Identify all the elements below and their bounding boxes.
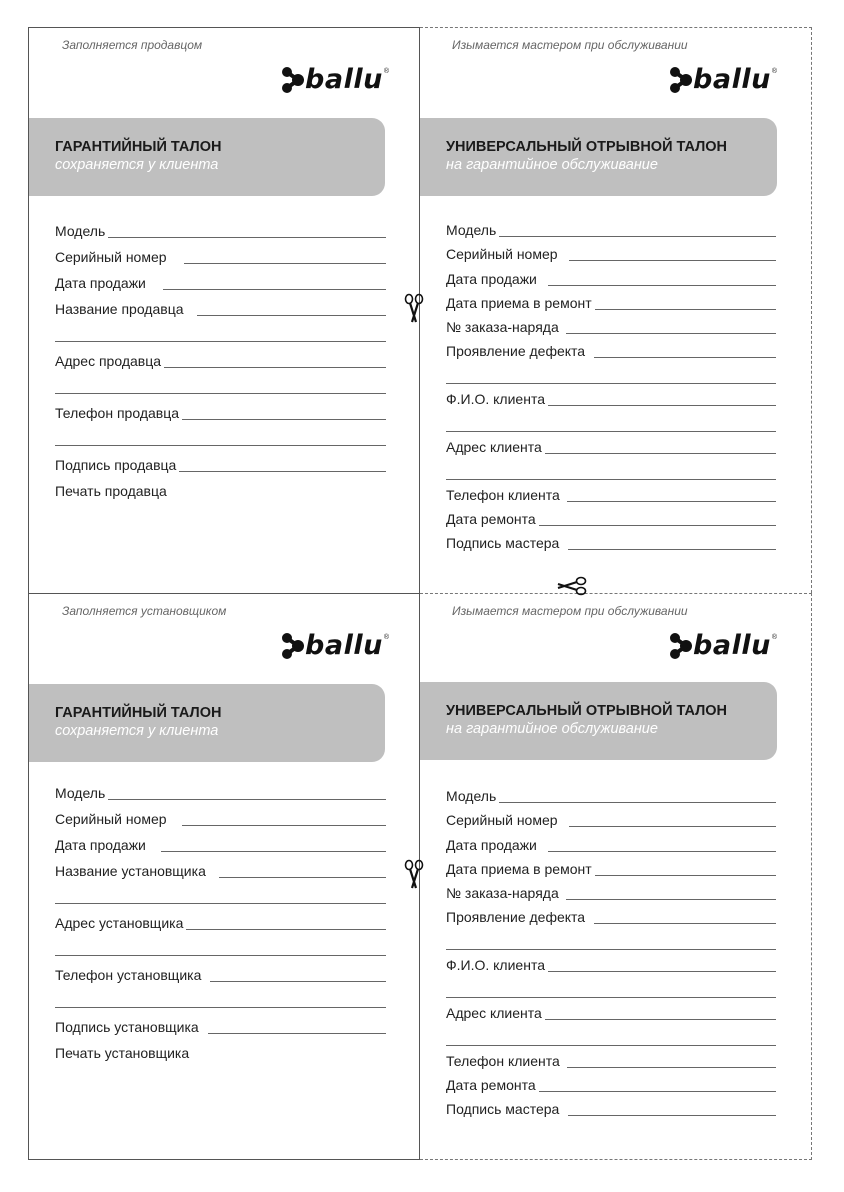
coupon-caption: Заполняется продавцом (62, 38, 203, 52)
field-seller-signature[interactable] (55, 457, 386, 473)
field-input-line[interactable] (548, 285, 776, 286)
brand-name: ballu (305, 630, 383, 661)
coupon-subtitle: сохраняется у клиента (55, 157, 219, 173)
field-defect[interactable] (446, 343, 776, 359)
field-label: Подпись продавца (55, 457, 177, 473)
tear-off-coupon-bottom (420, 593, 812, 1160)
field-input-line[interactable] (548, 851, 776, 852)
field-label: Телефон клиента (446, 487, 560, 503)
coupon-title: УНИВЕРСАЛЬНЫЙ ОТРЫВНОЙ ТАЛОН (446, 139, 728, 155)
coupon-subtitle: на гарантийное обслуживание (446, 721, 658, 737)
field-input-line[interactable] (164, 367, 386, 368)
registered-mark: ® (383, 68, 389, 75)
blank-line[interactable] (55, 955, 386, 956)
field-client-name[interactable] (446, 957, 776, 973)
field-input-line[interactable] (179, 471, 386, 472)
brand-logo (669, 66, 777, 93)
field-input-line[interactable] (108, 799, 386, 800)
blank-line[interactable] (55, 1007, 386, 1008)
field-label: Название установщика (55, 863, 206, 879)
field-input-line[interactable] (595, 309, 776, 310)
field-label: Телефон продавца (55, 405, 180, 421)
field-input-line[interactable] (197, 315, 387, 316)
field-repair-intake-date[interactable] (446, 295, 776, 311)
field-work-order[interactable] (446, 885, 776, 901)
field-input-line[interactable] (161, 851, 386, 852)
field-label: Модель (55, 223, 106, 239)
field-label: Телефон установщика (55, 967, 202, 983)
field-label: Модель (446, 788, 497, 804)
coupon-subtitle: на гарантийное обслуживание (446, 157, 658, 173)
field-label: Печать продавца (55, 483, 167, 499)
field-installer-address[interactable] (55, 915, 386, 931)
field-label: Телефон клиента (446, 1053, 560, 1069)
brand-logo (281, 632, 389, 659)
field-label: Подпись мастера (446, 1101, 560, 1117)
field-label: Печать установщика (55, 1045, 190, 1061)
field-serial[interactable] (55, 811, 386, 827)
warranty-coupon-seller (28, 27, 420, 593)
field-label: Серийный номер (55, 249, 167, 265)
field-label: № заказа-наряда (446, 319, 559, 335)
field-label: Дата приема в ремонт (446, 295, 592, 311)
field-label: Адрес клиента (446, 439, 542, 455)
field-label: Серийный номер (446, 246, 558, 262)
field-master-signature[interactable] (446, 535, 776, 551)
ballu-logo-mark-icon (281, 633, 305, 659)
field-label: Проявление дефекта (446, 343, 586, 359)
field-master-signature[interactable] (446, 1101, 776, 1117)
field-input-line[interactable] (182, 825, 386, 826)
coupon-title: ГАРАНТИЙНЫЙ ТАЛОН (55, 139, 222, 155)
coupon-banner (420, 118, 777, 196)
coupon-caption: Изымается мастером при обслуживании (452, 604, 688, 618)
ballu-logo-mark-icon (669, 633, 693, 659)
field-input-line[interactable] (568, 1115, 776, 1116)
field-input-line[interactable] (548, 971, 776, 972)
blank-line[interactable] (55, 445, 386, 446)
field-model[interactable] (446, 222, 776, 238)
blank-line[interactable] (446, 1045, 776, 1046)
field-model[interactable] (446, 788, 776, 804)
field-installer-signature[interactable] (55, 1019, 386, 1035)
field-client-phone[interactable] (446, 487, 776, 503)
field-serial[interactable] (446, 246, 776, 262)
field-serial[interactable] (55, 249, 386, 265)
field-label: Ф.И.О. клиента (446, 957, 545, 973)
field-input-line[interactable] (108, 237, 386, 238)
field-label: Название продавца (55, 301, 184, 317)
brand-name: ballu (693, 64, 771, 95)
field-input-line[interactable] (566, 333, 776, 334)
warranty-coupon-installer (28, 593, 420, 1160)
field-input-line[interactable] (184, 263, 386, 264)
blank-line[interactable] (446, 479, 776, 480)
field-label: Подпись установщика (55, 1019, 199, 1035)
coupon-title: УНИВЕРСАЛЬНЫЙ ОТРЫВНОЙ ТАЛОН (446, 703, 728, 719)
coupon-caption: Изымается мастером при обслуживании (452, 38, 688, 52)
field-label: Ф.И.О. клиента (446, 391, 545, 407)
blank-line[interactable] (446, 383, 776, 384)
field-input-line[interactable] (539, 525, 776, 526)
scissors-icon (556, 576, 588, 596)
field-input-line[interactable] (545, 453, 776, 454)
ballu-logo-mark-icon (669, 67, 693, 93)
field-input-line[interactable] (569, 260, 776, 261)
field-sale-date[interactable] (446, 271, 776, 287)
field-installer-name[interactable] (55, 863, 386, 879)
field-input-line[interactable] (568, 549, 776, 550)
field-label: Адрес клиента (446, 1005, 542, 1021)
field-serial[interactable] (446, 812, 776, 828)
registered-mark: ® (771, 68, 777, 75)
field-label: Дата ремонта (446, 1077, 536, 1093)
field-sale-date[interactable] (446, 837, 776, 853)
field-input-line[interactable] (545, 1019, 776, 1020)
field-input-line[interactable] (210, 981, 386, 982)
scissors-icon (404, 858, 424, 890)
ballu-logo-mark-icon (281, 67, 305, 93)
brand-logo (281, 66, 389, 93)
field-label: Модель (446, 222, 497, 238)
field-input-line[interactable] (539, 1091, 776, 1092)
field-input-line[interactable] (594, 923, 776, 924)
field-seller-address[interactable] (55, 353, 386, 369)
brand-name: ballu (305, 64, 383, 95)
field-client-name[interactable] (446, 391, 776, 407)
field-work-order[interactable] (446, 319, 776, 335)
field-input-line[interactable] (569, 826, 776, 827)
field-client-address[interactable] (446, 1005, 776, 1021)
field-label: Дата продажи (55, 275, 146, 291)
field-input-line[interactable] (499, 236, 776, 237)
field-defect[interactable] (446, 909, 776, 925)
field-label: Подпись мастера (446, 535, 560, 551)
field-input-line[interactable] (499, 802, 776, 803)
field-label: Дата продажи (446, 271, 537, 287)
field-input-line[interactable] (186, 929, 386, 930)
field-repair-intake-date[interactable] (446, 861, 776, 877)
blank-line[interactable] (55, 903, 386, 904)
field-model[interactable] (55, 785, 386, 801)
coupon-banner (29, 118, 385, 196)
blank-line[interactable] (55, 341, 386, 342)
field-input-line[interactable] (163, 289, 386, 290)
field-client-phone[interactable] (446, 1053, 776, 1069)
field-seller-name[interactable] (55, 301, 386, 317)
blank-line[interactable] (55, 393, 386, 394)
field-label: Серийный номер (55, 811, 167, 827)
field-installer-stamp (55, 1045, 386, 1061)
field-installer-phone[interactable] (55, 967, 386, 983)
field-input-line[interactable] (567, 501, 776, 502)
field-repair-date[interactable] (446, 1077, 776, 1093)
field-label: № заказа-наряда (446, 885, 559, 901)
blank-line[interactable] (446, 997, 776, 998)
coupon-caption: Заполняется установщиком (62, 604, 227, 618)
field-label: Дата продажи (55, 837, 146, 853)
field-label: Модель (55, 785, 106, 801)
field-input-line[interactable] (182, 419, 386, 420)
registered-mark: ® (383, 634, 389, 641)
brand-name: ballu (693, 630, 771, 661)
field-label: Дата продажи (446, 837, 537, 853)
coupon-title: ГАРАНТИЙНЫЙ ТАЛОН (55, 705, 222, 721)
field-label: Адрес продавца (55, 353, 162, 369)
tear-off-coupon-top (420, 27, 812, 593)
field-label: Серийный номер (446, 812, 558, 828)
coupon-banner (420, 682, 777, 760)
field-input-line[interactable] (208, 1033, 386, 1034)
field-label: Проявление дефекта (446, 909, 586, 925)
field-model[interactable] (55, 223, 386, 239)
coupon-subtitle: сохраняется у клиента (55, 723, 219, 739)
field-input-line[interactable] (567, 1067, 776, 1068)
scissors-icon (404, 292, 424, 324)
field-sale-date[interactable] (55, 275, 386, 291)
registered-mark: ® (771, 634, 777, 641)
blank-line[interactable] (446, 949, 776, 950)
field-client-address[interactable] (446, 439, 776, 455)
coupon-banner (29, 684, 385, 762)
field-input-line[interactable] (595, 875, 776, 876)
field-label: Дата ремонта (446, 511, 536, 527)
brand-logo (669, 632, 777, 659)
field-input-line[interactable] (594, 357, 776, 358)
field-seller-phone[interactable] (55, 405, 386, 421)
field-label: Адрес установщика (55, 915, 184, 931)
field-input-line[interactable] (566, 899, 776, 900)
field-input-line[interactable] (219, 877, 386, 878)
field-sale-date[interactable] (55, 837, 386, 853)
field-seller-stamp (55, 483, 386, 499)
field-label: Дата приема в ремонт (446, 861, 592, 877)
field-repair-date[interactable] (446, 511, 776, 527)
blank-line[interactable] (446, 431, 776, 432)
field-input-line[interactable] (548, 405, 776, 406)
